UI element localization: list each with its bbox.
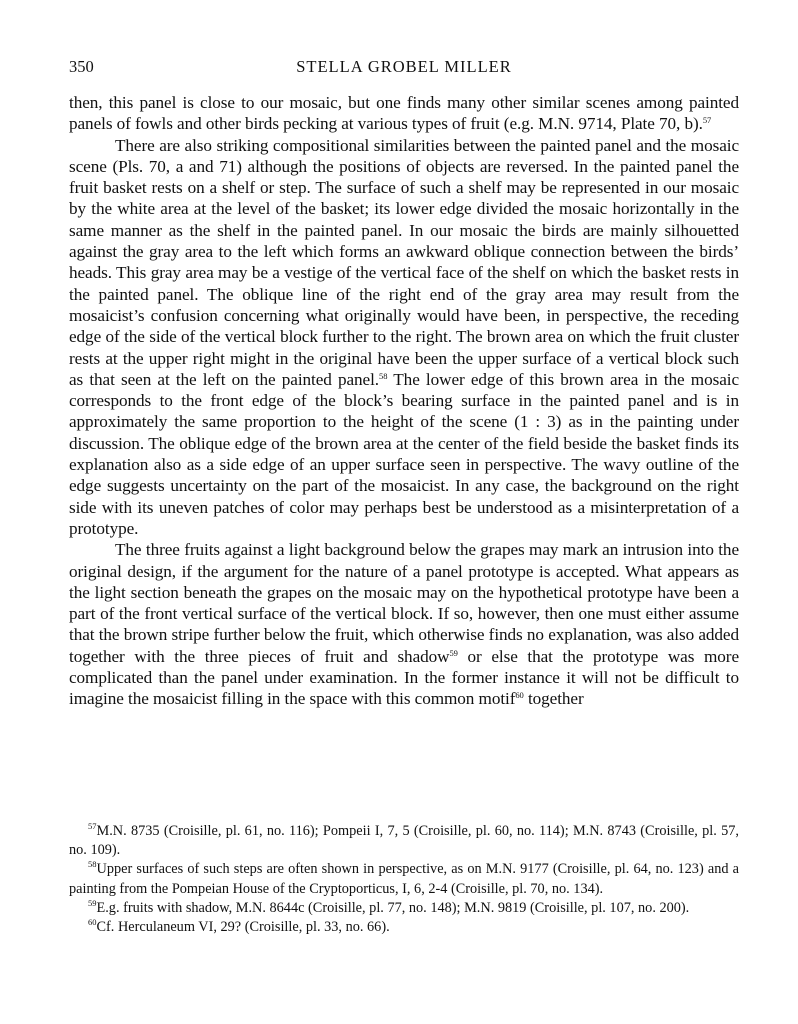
page-header — [69, 57, 739, 81]
paragraph-1-text: then, this panel is close to our mosaic, but one finds many other similar scenes among painted panels of fowls and other birds pecking at various types of fruit (e.g. M.N. 9714, Plate 70, b). — [69, 93, 739, 134]
page-number: 350 — [69, 57, 94, 76]
paragraph-3 — [69, 539, 739, 709]
footnote-text: M.N. 8735 (Croisille, pl. 61, no. 116); Pompeii I, 7, 5 (Croisille, pl. 60, no. 114); M.N. 8743 (Croisille, pl. 57, no. 109). — [69, 823, 739, 859]
paragraph-2 — [69, 135, 739, 540]
footnote-number: 60 — [88, 917, 97, 928]
body-text — [69, 92, 739, 710]
footnote — [69, 918, 739, 937]
footnote-text: E.g. fruits with shadow, M.N. 8644c (Croisille, pl. 77, no. 148); M.N. 9819 (Croisille, pl. 107, no. 200). — [96, 899, 690, 916]
paragraph-2-text-a: There are also striking compositional similarities between the painted panel and the mosaic scene (Pls. 70, a and 71) although the positions of objects are reversed. In the painted panel the fruit basket rests on a shelf or step. The surface of such a shelf may be represented in our mosaic by the white area at the level of the basket; its lower edge divided the mosaic horizontally in the same manner as the shelf in the painted panel. In our mosaic the birds are mainly silhouetted against the gray area to the left which forms an awkward oblique connection between the birds’ heads. This gray area may be a vestige of the vertical face of the shelf on which the basket rests in the painted panel. The oblique line of the right end of the gray area may result from the mosaicist’s confusion concerning what originally would have been, in perspective, the receding edge of the side of the vertical block further to the right. The brown area on which the fruit cluster rests at the upper right might in the original have been the upper surface of a vertical block such as that seen at the left on the painted panel. — [69, 135, 739, 389]
paragraph-3-text-a: The three fruits against a light background below the grapes may mark an intrusion into the original design, if the argument for the nature of a panel prototype is accepted. What appears as the light section beneath the grapes on the mosaic may on the hypothetical prototype have been a part of the front vertical surface of the vertical block. If so, however, then one must either assume that the brown stripe further below the fruit, which otherwise finds no explanation, was also added together with the three pieces of fruit and shadow — [69, 540, 739, 666]
footnote-ref-58: 58 — [379, 370, 388, 381]
paragraph-1 — [69, 92, 739, 135]
footnote-number: 59 — [88, 897, 97, 908]
footnote-text: Cf. Herculaneum VI, 29? (Croisille, pl. 33, no. 66). — [96, 919, 390, 936]
paragraph-3-text-b: or else that the prototype was more complicated than the panel under examination. In the former instance it will not be difficult to imagine the mosaicist filling in the space with this common motif — [69, 646, 739, 709]
paragraph-2-text-b: The lower edge of this brown area in the mosaic corresponds to the front edge of the block’s bearing surface in the painted panel and is in approximately the same proportion to the height of the scene (1 : 3) as in the painting under discussion. The oblique edge of the brown area at the center of the field beside the basket finds its explanation also as a side edge of an upper surface seen in perspective. The wavy outline of the edge suggests uncertainty on the part of the mosaicist. In any case, the background on the right side with its uneven patches of color may perhaps best be understood as a misinterpretation of a prototype. — [69, 369, 739, 538]
footnote-ref-57: 57 — [702, 115, 712, 126]
footnote-text: Upper surfaces of such steps are often shown in perspective, as on M.N. 9177 (Croisille, pl. 64, no. 123) and a painting from the Pompeian House of the Cryptoporticus, I, 6, 2-4 (Croisille, pl. 70, no. 134). — [69, 861, 739, 897]
footnote-number: 57 — [88, 821, 97, 831]
footnote-ref-59: 59 — [449, 647, 458, 658]
footnote — [69, 899, 739, 918]
footnote-ref-60: 60 — [515, 690, 524, 701]
footnote-number: 58 — [88, 859, 97, 870]
footnote — [69, 822, 739, 860]
paragraph-3-text-c: together — [523, 689, 584, 709]
running-head: STELLA GROBEL MILLER — [296, 57, 512, 76]
footnotes — [69, 822, 739, 937]
footnote — [69, 860, 739, 898]
